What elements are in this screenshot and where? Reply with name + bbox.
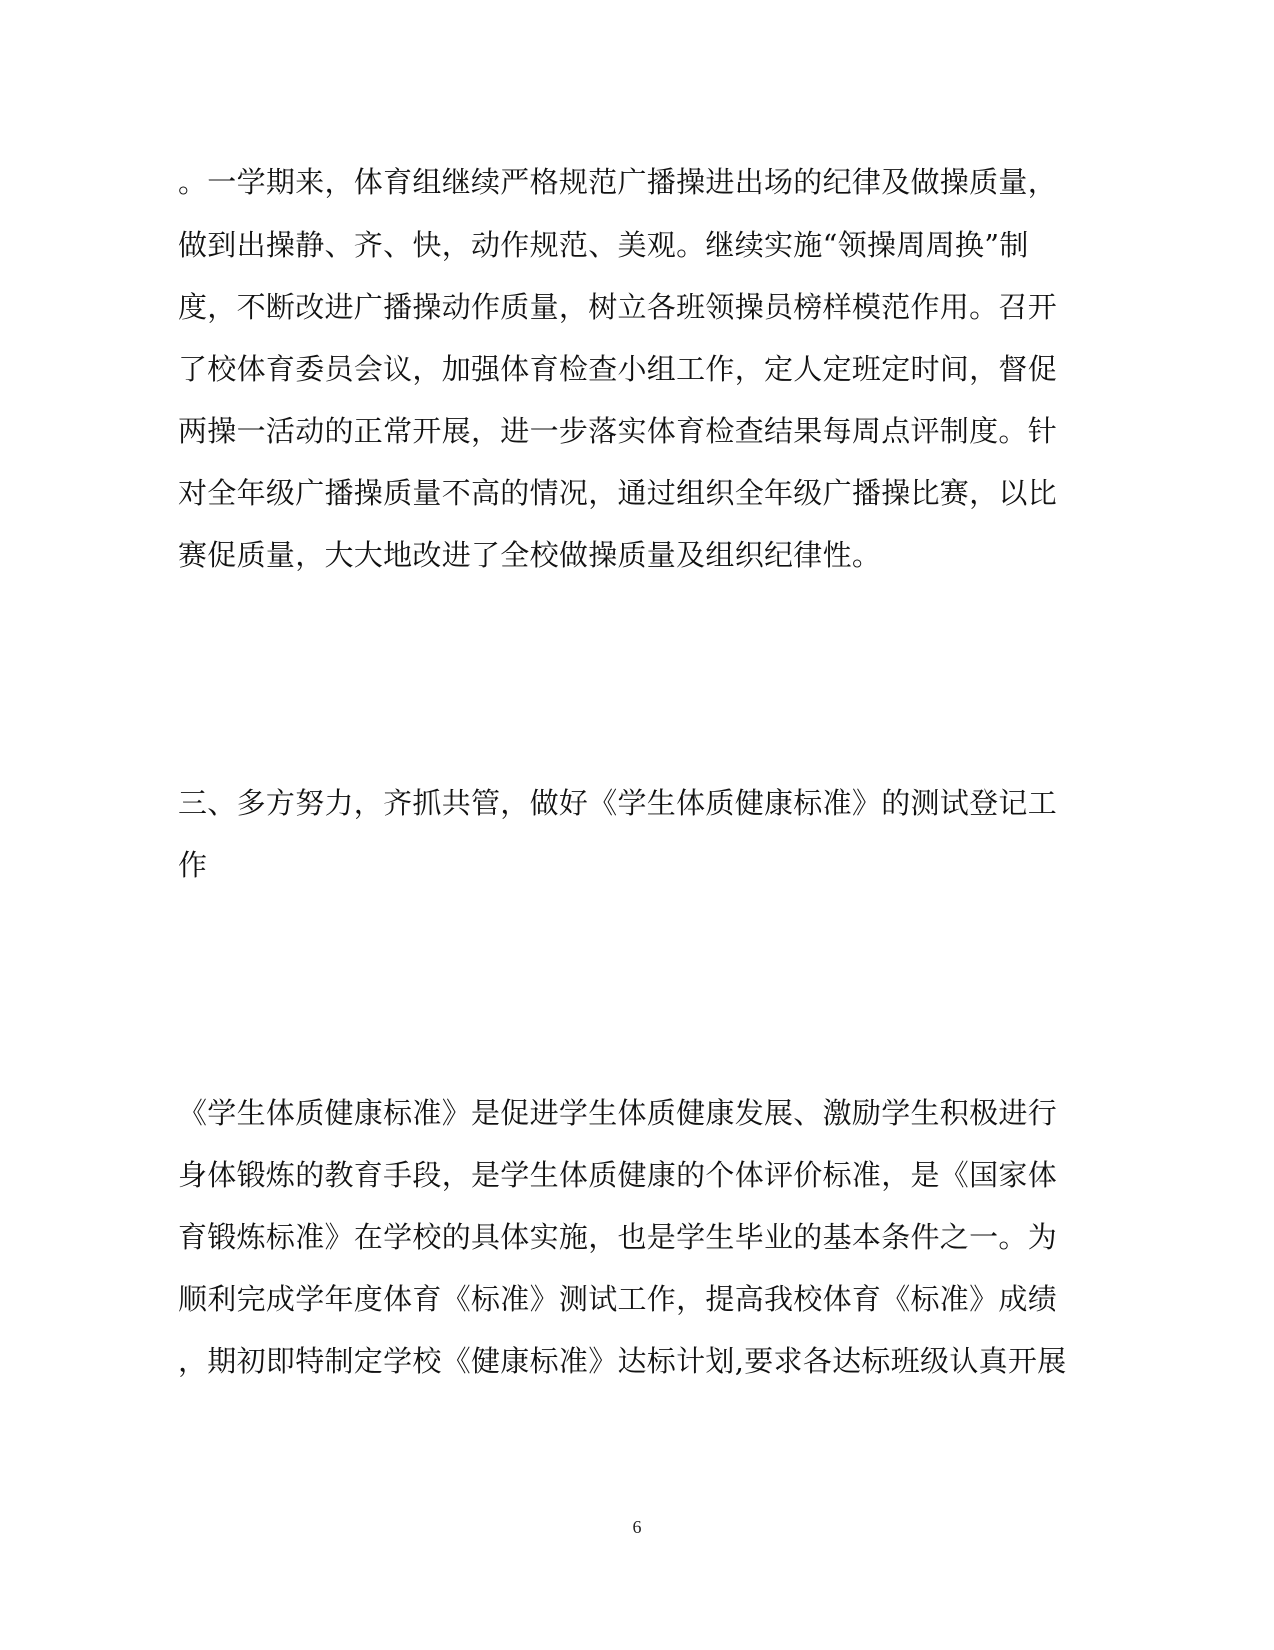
- paragraph-1-line-3: 度，不断改进广播操动作质量，树立各班领操员榜样模范作用。召开: [178, 290, 1058, 324]
- paragraph-1-line-7: 赛促质量，大大地改进了全校做操质量及组织纪律性。: [178, 538, 882, 572]
- paragraph-2-line-5: ，期初即特制定学校《健康标准》达标计划,要求各达标班级认真开展: [178, 1344, 1067, 1378]
- paragraph-2-line-4: 顺利完成学年度体育《标准》测试工作，提高我校体育《标准》成绩: [178, 1282, 1058, 1316]
- page-number: 6: [632, 1517, 642, 1537]
- paragraph-1-line-4: 了校体育委员会议，加强体育检查小组工作，定人定班定时间，督促: [178, 352, 1058, 386]
- paragraph-1-line-6: 对全年级广播操质量不高的情况，通过组织全年级广播操比赛，以比: [178, 476, 1058, 510]
- paragraph-1-line-1: 。一学期来，体育组继续严格规范广播操进出场的纪律及做操质量，: [178, 165, 1058, 199]
- paragraph-2-line-1: 《学生体质健康标准》是促进学生体质健康发展、激励学生积极进行: [178, 1096, 1058, 1130]
- paragraph-2-line-2: 身体锻炼的教育手段，是学生体质健康的个体评价标准，是《国家体: [178, 1158, 1058, 1192]
- section-heading-3-line-2: 作: [178, 848, 208, 882]
- section-heading-3-line-1: 三、多方努力，齐抓共管，做好《学生体质健康标准》的测试登记工: [178, 786, 1058, 820]
- paragraph-2-line-3: 育锻炼标准》在学校的具体实施，也是学生毕业的基本条件之一。为: [178, 1220, 1058, 1254]
- paragraph-1-line-2: 做到出操静、齐、快，动作规范、美观。继续实施“领操周周换”制: [178, 228, 1029, 262]
- paragraph-1-line-5: 两操一活动的正常开展，进一步落实体育检查结果每周点评制度。针: [178, 414, 1058, 448]
